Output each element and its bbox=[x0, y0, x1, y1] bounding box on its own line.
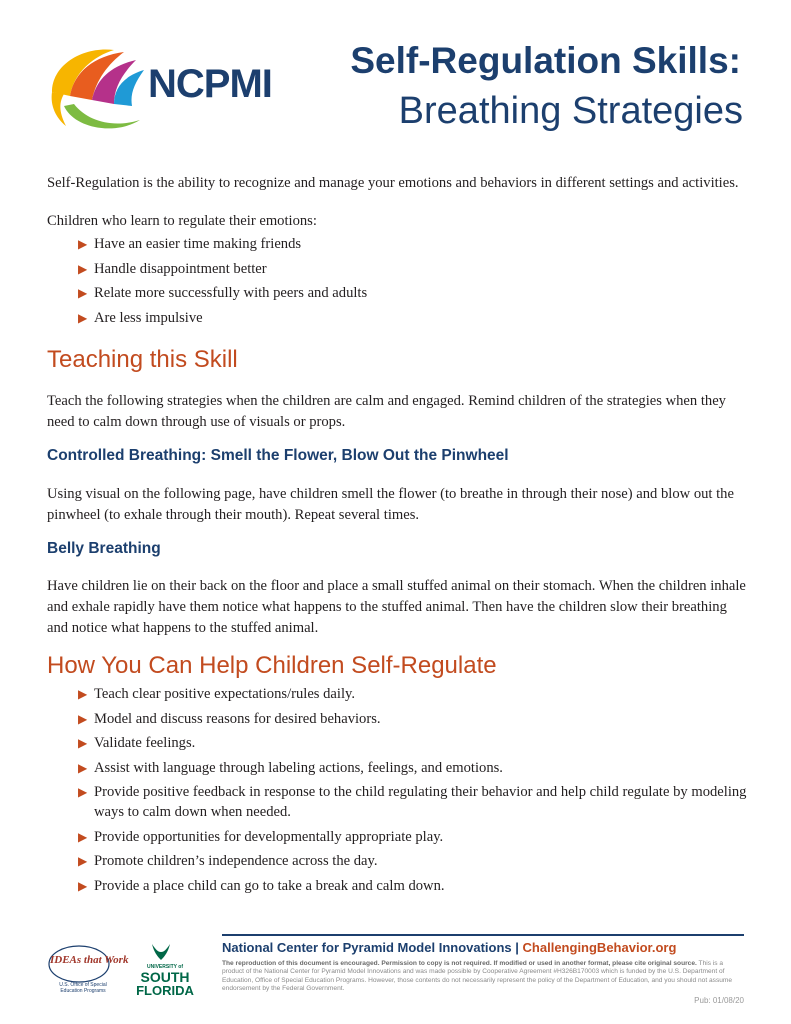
list-item: ▶ Provide a place child can go to take a break and calm down. bbox=[78, 877, 445, 894]
list-item: ▶ Provide opportunities for developmentally appropriate play. bbox=[78, 828, 444, 845]
list-item: ▶ Validate feelings. bbox=[78, 735, 196, 751]
publication-date: Pub: 01/08/20 bbox=[694, 996, 744, 1005]
list-item: ▶ Are less impulsive bbox=[78, 309, 203, 326]
list-item: ▶ Promote children’s independence across the day. bbox=[78, 853, 378, 869]
footer-org-line bbox=[222, 940, 676, 955]
footer-separator: | bbox=[515, 940, 519, 955]
footer-disclaimer bbox=[222, 960, 744, 994]
help-list bbox=[78, 684, 748, 900]
subheading-controlled-breathing: Controlled Breathing: Smell the Flower, Blow Out the Pinwheel bbox=[47, 447, 509, 464]
list-item: ▶ Handle disappointment better bbox=[78, 260, 267, 277]
benefits-list bbox=[78, 234, 748, 332]
arrow-bullet-icon: ▶ bbox=[78, 736, 88, 750]
usf-university-of: UNIVERSITY of bbox=[146, 964, 184, 970]
arrow-bullet-icon: ▶ bbox=[78, 711, 88, 726]
usf-florida: FLORIDA bbox=[136, 983, 194, 998]
arrow-bullet-icon: ▶ bbox=[78, 286, 88, 300]
subheading-belly-breathing: Belly Breathing bbox=[47, 540, 161, 557]
footer-divider bbox=[222, 934, 744, 936]
list-item: ▶ Teach clear positive expectations/rules daily. bbox=[78, 686, 356, 702]
arrow-bullet-icon: ▶ bbox=[78, 854, 88, 868]
teaching-paragraph: Teach the following strategies when the children are calm and engaged. Remind children of the strategies when they need to calm down through use of visuals or props. bbox=[47, 393, 726, 430]
list-item: ▶ Relate more successfully with peers and adults bbox=[78, 285, 368, 301]
belly-breathing-paragraph: Have children lie on their back on the floor and place a small stuffed animal on their stomach. When the children inhale and exhale rapidly have them notice what happens to the stuffed animal. Then have the children slow their breathing and notice what happens to the stuffed animal. bbox=[47, 578, 746, 636]
footer-disclaimer-text: This is a product of the National Center for Pyramid Model Innovations and was made possible by Cooperative Agreement #H326B170003 which is funded by the U.S. Department of Education, Office of Special Education Programs. However, those contents do not necessarily represent the policy of the Department of Education, and you should not assume endorsement by the Federal Government. bbox=[222, 960, 733, 993]
list-item: ▶ Have an easier time making friends bbox=[78, 236, 302, 252]
arrow-bullet-icon: ▶ bbox=[78, 237, 88, 251]
controlled-breathing-paragraph: Using visual on the following page, have children smell the flower (to breathe in through their nose) and blow out the pinwheel (to exhale through their mouth). Repeat several times. bbox=[47, 486, 734, 523]
list-item: ▶ Provide positive feedback in response to the child regulating their behavior and help child regulate by modeling ways to calm down when needed. bbox=[78, 784, 747, 820]
logo-wordmark: NCPMI bbox=[148, 62, 272, 106]
arrow-bullet-icon: ▶ bbox=[78, 785, 88, 799]
arrow-bullet-icon: ▶ bbox=[78, 687, 88, 701]
ideas-logo-subtext: U.S. Office of Special Education Programs bbox=[59, 982, 107, 994]
arrow-bullet-icon: ▶ bbox=[78, 310, 88, 325]
footer-disclaimer-bold: The reproduction of this document is encouraged. Permission to copy is not required. If modified or used in another format, please cite original source. bbox=[222, 960, 697, 967]
arrow-bullet-icon: ▶ bbox=[78, 878, 88, 893]
arrow-bullet-icon: ▶ bbox=[78, 261, 88, 276]
section-heading-teaching: Teaching this Skill bbox=[47, 346, 238, 373]
section-heading-help: How You Can Help Children Self-Regulate bbox=[47, 652, 497, 679]
ideas-logo-text: IDEAs that Work bbox=[50, 954, 129, 966]
usf-bull-icon bbox=[150, 940, 172, 962]
footer-org-name: National Center for Pyramid Model Innovations bbox=[222, 940, 512, 955]
benefits-lead: Children who learn to regulate their emotions: bbox=[47, 213, 317, 229]
page-title: Self-Regulation Skills: bbox=[350, 40, 741, 81]
definition-paragraph: Self-Regulation is the ability to recognize and manage your emotions and behaviors in different settings and activities. bbox=[47, 175, 739, 191]
list-item: ▶ Assist with language through labeling actions, feelings, and emotions. bbox=[78, 759, 503, 776]
arrow-bullet-icon: ▶ bbox=[78, 829, 88, 844]
arrow-bullet-icon: ▶ bbox=[78, 760, 88, 775]
footer-website-link[interactable]: ChallengingBehavior.org bbox=[522, 940, 677, 955]
usf-south: SOUTH bbox=[140, 969, 190, 985]
page-subtitle: Breathing Strategies bbox=[398, 90, 743, 132]
list-item: ▶ Model and discuss reasons for desired behaviors. bbox=[78, 710, 381, 727]
